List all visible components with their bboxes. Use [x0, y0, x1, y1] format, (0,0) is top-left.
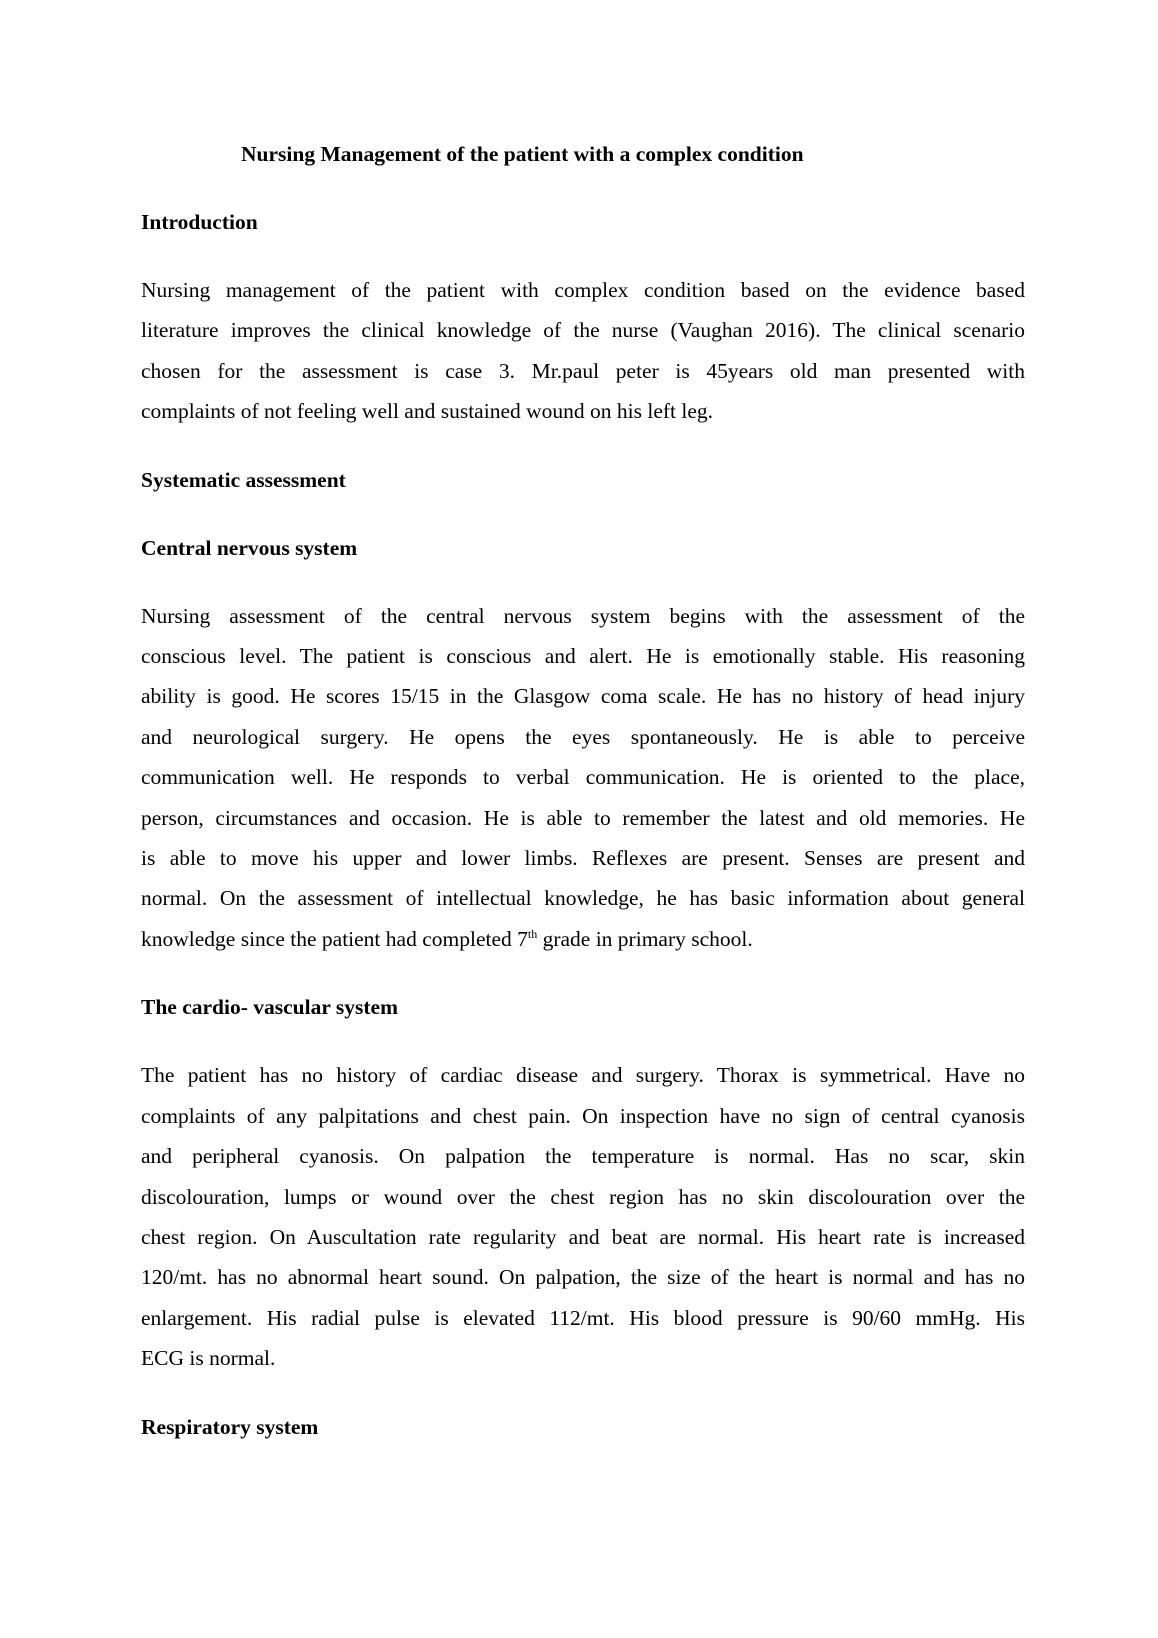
paragraph-line: conscious level. The patient is conscious and alert. He is emotionally stable. His reasoning — [141, 644, 1025, 669]
paragraph-line: person, circumstances and occasion. He is able to remember the latest and old memories. He — [141, 805, 1025, 830]
ordinal-suffix: th — [527, 926, 538, 941]
paragraph-line: enlargement. His radial pulse is elevated 112/mt. His blood pressure is 90/60 mmHg. His — [141, 1305, 1025, 1330]
paragraph-line: literature improves the clinical knowledge of the nurse (Vaughan 2016). The clinical scenario — [141, 318, 1025, 343]
paragraph-line: and peripheral cyanosis. On palpation the temperature is normal. Has no scar, skin — [141, 1144, 1025, 1169]
paragraph-line: discolouration, lumps or wound over the chest region has no skin discolouration over the — [141, 1184, 1025, 1209]
paragraph-line: The patient has no history of cardiac disease and surgery. Thorax is symmetrical. Have no — [141, 1063, 1025, 1088]
paragraph-central-nervous-system — [141, 596, 1025, 960]
paragraph-line: complaints of not feeling well and sustained wound on his left leg. — [141, 399, 714, 424]
paragraph-line: and neurological surgery. He opens the eyes spontaneously. He is able to perceive — [141, 724, 1025, 749]
paragraph-line: is able to move his upper and lower limbs. Reflexes are present. Senses are present and — [141, 846, 1025, 871]
paragraph-line: chest region. On Auscultation rate regularity and beat are normal. His heart rate is increased — [141, 1224, 1025, 1249]
heading-central-nervous-system: Central nervous system — [141, 535, 358, 560]
paragraph-line: ECG is normal. — [141, 1346, 276, 1371]
heading-systematic-assessment: Systematic assessment — [141, 467, 346, 492]
paragraph-line: 120/mt. has no abnormal heart sound. On palpation, the size of the heart is normal and has no — [141, 1265, 1025, 1290]
paragraph-line: complaints of any palpitations and chest pain. On inspection have no sign of central cyanosis — [141, 1103, 1025, 1128]
document-title: Nursing Management of the patient with a complex condition — [241, 142, 804, 166]
paragraph-cardiovascular-system — [141, 1055, 1025, 1378]
paragraph-line — [141, 919, 1025, 959]
line-text: knowledge since the patient had completed 7 — [141, 926, 528, 951]
paragraph-introduction — [141, 270, 1025, 432]
paragraph-line: communication well. He responds to verbal communication. He is oriented to the place, — [141, 765, 1025, 790]
paragraph-line: normal. On the assessment of intellectual knowledge, he has basic information about general — [141, 886, 1025, 911]
paragraph-line: Nursing management of the patient with complex condition based on the evidence based — [141, 278, 1025, 302]
heading-cardiovascular-system: The cardio- vascular system — [141, 995, 398, 1020]
paragraph-line: chosen for the assessment is case 3. Mr.paul peter is 45years old man presented with — [141, 358, 1025, 383]
heading-respiratory-system: Respiratory system — [141, 1414, 319, 1439]
document-body — [141, 134, 1025, 1475]
line-text: grade in primary school. — [537, 926, 753, 951]
heading-introduction: Introduction — [141, 210, 258, 234]
paragraph-line: Nursing assessment of the central nervous system begins with the assessment of the — [141, 603, 1025, 628]
paragraph-line: ability is good. He scores 15/15 in the Glasgow coma scale. He has no history of head injury — [141, 684, 1025, 709]
